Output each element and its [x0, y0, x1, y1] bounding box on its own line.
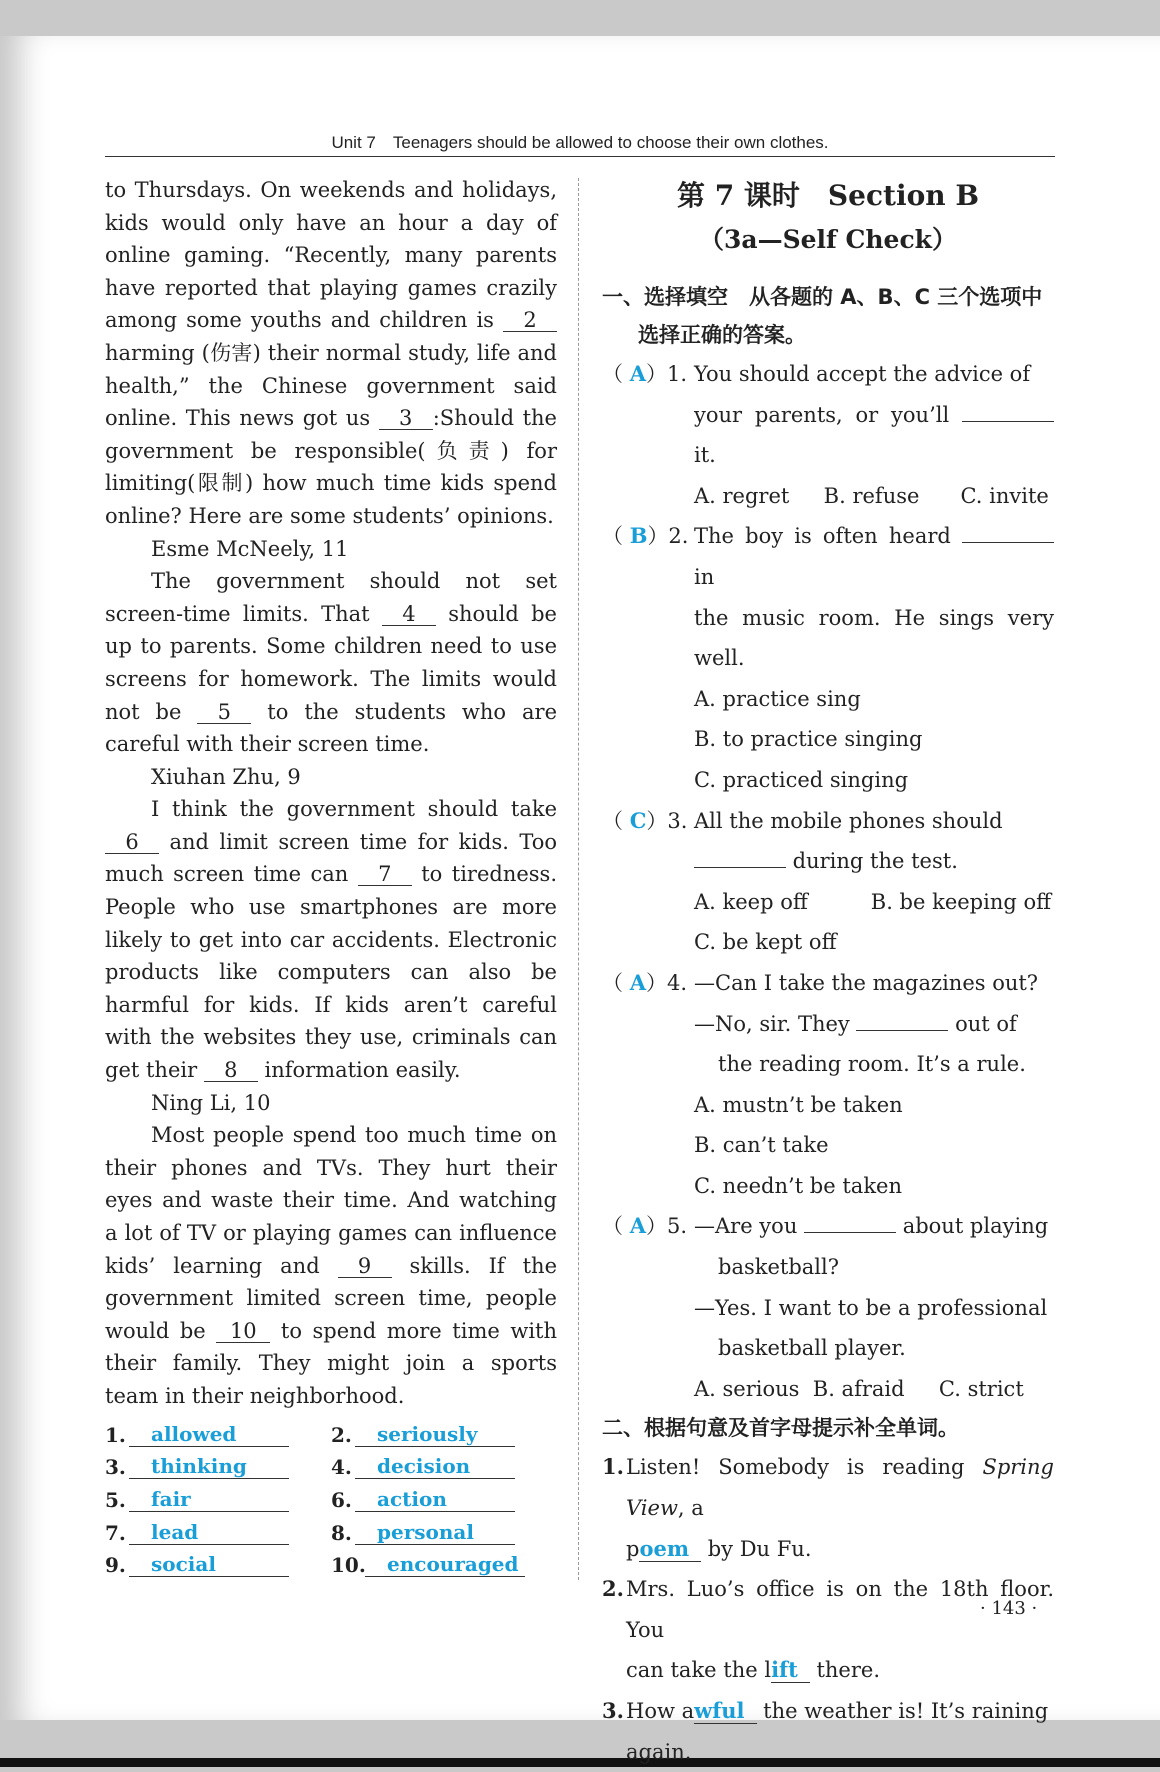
- opinion-paragraph: Most people spend too much time on their phones and TVs. They hurt their eyes and waste their time. And watching a lot of TV or playing games can influence kids’ learning and 9 skills. If the government limited screen time, people would be 10 to spend more time with their family. They might join a sports team in their neighborhood.: [105, 1123, 558, 1408]
- answer-item: 3. thinking: [105, 1454, 331, 1479]
- lesson-title: 第 7 课时 Section B: [676, 179, 980, 212]
- answer-blank: [804, 1231, 896, 1233]
- blank-3: 3: [379, 407, 433, 430]
- question-4: （ A）4. —Can I take the magazines out?: [602, 969, 1039, 995]
- reading-passage: [105, 174, 557, 1413]
- option: A. practice sing: [694, 686, 861, 711]
- fill-question-1: 1. Listen! Somebody is reading Spring View, a: [602, 1454, 1054, 1521]
- answer-blank: [694, 866, 786, 868]
- blank-5: 5: [197, 701, 251, 724]
- question-2: （ B）2. The boy is often heard in: [602, 516, 1054, 597]
- options: A. regret B. refuse C. invite: [694, 483, 1049, 508]
- blank-10: 10: [216, 1320, 270, 1343]
- answer-row: [105, 1548, 557, 1581]
- section-heading: 一、选择填空 从各题的 A、B、C 三个选项中 选择正确的答案。: [602, 285, 1043, 347]
- answer-blank: [962, 541, 1054, 543]
- answer-item: 10. encouraged: [331, 1552, 557, 1577]
- student-name: Ning Li, 10: [151, 1090, 271, 1115]
- blank-7: 7: [358, 863, 412, 886]
- answer-letter: A: [629, 1213, 646, 1239]
- question-3: （ C）3. All the mobile phones should: [602, 807, 1003, 833]
- lesson-subtitle: （3a—Self Check）: [698, 225, 958, 254]
- answer-key: [105, 1418, 557, 1581]
- question-5: （ A）5. —Are you about playing: [602, 1213, 1049, 1239]
- student-name: Xiuhan Zhu, 9: [151, 764, 301, 789]
- option: A. mustn’t be taken: [694, 1092, 903, 1117]
- blank-9: 9: [338, 1255, 392, 1278]
- answer-row: [105, 1451, 557, 1484]
- answer-letter: C: [629, 807, 647, 833]
- blank-6: 6: [105, 831, 159, 854]
- option: C. needn’t be taken: [694, 1173, 902, 1198]
- option: A. keep off B. be keeping off: [694, 889, 1052, 914]
- answer-item: 9. social: [105, 1552, 331, 1577]
- answer-row: [105, 1516, 557, 1549]
- filled-answer: oem: [639, 1536, 701, 1562]
- student-name: Esme McNeely, 11: [151, 536, 349, 561]
- answer-letter: A: [629, 969, 646, 995]
- filled-answer: wful: [694, 1698, 756, 1724]
- answer-item: 8. personal: [331, 1520, 557, 1545]
- filled-answer: ift: [771, 1657, 810, 1683]
- answer-letter: A: [629, 361, 646, 386]
- section-heading: 二、根据句意及首字母提示补全单词。: [602, 1416, 959, 1441]
- exercise-column: 第 7 课时 Section B （3a—Self Check） 一、选择填空 从各题的 A、B、C 三个选项中 选择正确的答案。 （ A）1. You should accept the advice of your parents, or you’ll it. A. regret B. refuse C. invite （ B）2. The boy is often heard in the music room. He sings very well. A. practice sing B. to practice singing C. practiced singing （ C）3. All the mobile phones should during the test. A. keep off B. be keeping off C. be kept off （ A）4. —Can I take the magazines out? —No, sir. They out of the reading room. It’s a rule. A. mustn’t be taken B. can’t take C. needn’t be taken （ A）5. —Are you about playing basketball? —Yes. I want to be a professional basketball player. A. serious B. afraid C. strict 二、根据句意及首字母提示补全单词。 1. Listen! Somebody is reading Spring View, a poem by Du Fu. 2. Mrs. Luo’s office is on the 18th floor. You can take the lift there. 3. How awful the weather is! It’s raining again.: [602, 174, 1054, 1772]
- passage-intro: to Thursdays. On weekends and holidays, kids would only have an hour a day of online gaming. “Recently, many parents have reported that playing games crazily among some youths and children is 2 harming (伤害) their normal study, life and health,” the Chinese government said online. This news got us 3 :Should the government be responsible(负责) for limiting(限制) how much time kids spend online? Here are some students’ opinions.: [105, 178, 557, 528]
- opinion-paragraph: I think the government should take 6 and limit screen time for kids. Too much screen time can 7 to tiredness. People who use smartphones are more likely to get into car accidents. Electronic products like computers can also be harmful for kids. If kids aren’t careful with the websites they use, criminals can get their 8 information easily.: [105, 797, 558, 1083]
- answer-item: 2. seriously: [331, 1422, 557, 1447]
- blank-2: 2: [503, 309, 557, 332]
- answer-item: 4. decision: [331, 1454, 557, 1479]
- option: C. be kept off: [694, 930, 837, 955]
- answer-item: 7. lead: [105, 1520, 331, 1545]
- header-rule: [105, 156, 1055, 157]
- question-1: （ A）1. You should accept the advice of: [602, 361, 1031, 386]
- options: A. serious B. afraid C. strict: [694, 1376, 1024, 1401]
- answer-row: [105, 1418, 557, 1451]
- option: B. to practice singing: [694, 727, 923, 752]
- answer-item: 5. fair: [105, 1487, 331, 1512]
- option: B. can’t take: [694, 1133, 829, 1158]
- answer-blank: [856, 1029, 948, 1031]
- page-number: · 143 ·: [980, 1598, 1038, 1619]
- answer-row: [105, 1483, 557, 1516]
- opinion-paragraph: The government should not set screen-time limits. That 4 should be up to parents. Some children need to use screens for homework. The limits would not be 5 to the students who are careful with their screen time.: [105, 569, 557, 757]
- column-divider: [578, 178, 579, 1580]
- answer-blank: [962, 420, 1054, 422]
- answer-item: 6. action: [331, 1487, 557, 1512]
- answer-letter: B: [629, 523, 648, 549]
- fill-question-3: 3. How awful the weather is! It’s raining: [602, 1698, 1049, 1723]
- blank-4: 4: [382, 603, 436, 626]
- blank-8: 8: [204, 1059, 258, 1082]
- option: C. practiced singing: [694, 767, 909, 792]
- running-header: Unit 7 Teenagers should be allowed to choose their own clothes.: [331, 133, 829, 152]
- fill-question-2: 2. Mrs. Luo’s office is on the 18th floor. You: [602, 1576, 1054, 1642]
- answer-item: 1. allowed: [105, 1422, 331, 1447]
